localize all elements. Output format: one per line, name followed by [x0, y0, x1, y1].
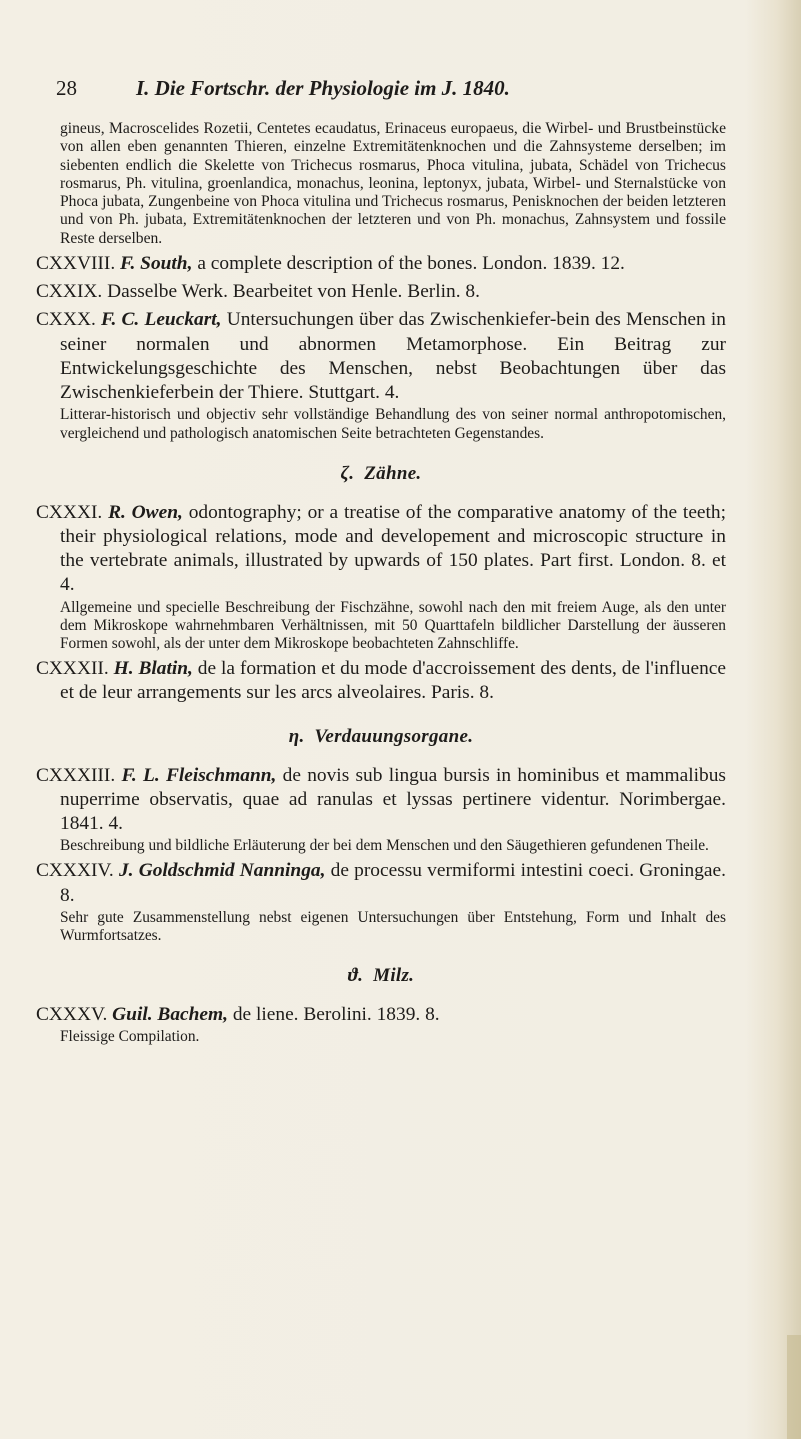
entry-author: R. Owen, — [108, 501, 183, 523]
entry-title: Dasselbe Werk. Bearbeitet von Henle. Berlin. 8. — [107, 281, 480, 303]
entry-author: F. C. Leuckart, — [101, 309, 222, 331]
entry-number: CXXX. — [36, 309, 96, 331]
entry-author: J. Goldschmid Nanninga, — [118, 860, 326, 882]
bibliography-entry — [36, 657, 726, 705]
entry-note: Fleissige Compilation. — [60, 1028, 200, 1046]
entry-note: Sehr gute Zusammenstellung nebst eigenen Untersuchungen über Entstehung, Form und Inhalt des Wurmfortsatzes. — [60, 908, 726, 944]
entries-group-1 — [36, 252, 726, 443]
section-title: Milz. — [373, 965, 415, 987]
section-symbol: ζ. — [340, 462, 355, 484]
bibliography-entry — [36, 252, 726, 276]
running-head: I. Die Fortschr. der Physiologie im J. 1840. — [136, 76, 510, 100]
entry-number: CXXXIV. — [36, 860, 114, 882]
continuation-paragraph: gineus, Macroscelides Rozetii, Centetes ecaudatus, Erinaceus europaeus, die Wirbel- und Brustbeinstücke von allen eben genannten Thieren, einzelne Extremitätenknochen und die Zahnsysteme derselben; im siebenten endlich die Skelette von Trichecus rosmarus, Phoca vitulina, jubata, Schädel von Trichecus rosmarus, Ph. vitulina, groenlandica, monachus, leonina, leptonyx, jubata, Wirbel- und Sternalstücke von Phoca jubata, Zungenbeine von Phoca vitulina und Trichecus rosmarus, Penisknochen der beiden letzteren und von Ph. jubata, Extremitätenknochen der letzteren und von Ph. monachus, Zahnsystem und fossile Reste derselben. — [60, 120, 726, 247]
page-number: 28 — [56, 76, 77, 100]
entry-title: a complete description of the bones. London. 1839. 12. — [197, 253, 625, 275]
entry-title: de liene. Berolini. 1839. 8. — [232, 1004, 440, 1026]
bibliography-entry — [36, 764, 726, 856]
entry-note: Litterar-historisch und objectiv sehr vollständige Behandlung des von seiner normal anthropotomischen, vergleichend und pathologisch anatomischen Seite betrachteten Gegenstandes. — [60, 406, 726, 442]
section-heading-spleen — [36, 965, 726, 987]
entry-title: de la formation et du mode d'accroissement des dents, de l'influence et de leur arrangements sur les arcs alveolaires. Paris. 8. — [60, 658, 726, 704]
section-title: Zähne. — [364, 462, 422, 484]
bibliography-entry — [36, 501, 726, 653]
entry-author: F. South, — [120, 253, 193, 275]
entry-title: de novis sub lingua bursis in hominibus et mammalibus nuperrime observatis, quae ad ranulas et lyssas pertinere videntur. Norimbergae. 1841. 4. — [60, 764, 726, 834]
section-heading-teeth — [36, 463, 726, 485]
entry-note: Allgemeine und specielle Beschreibung der Fischzähne, sowohl nach den mit freiem Auge, als den unter dem Mikroskope wahrnehmbaren Verhältnissen, mit 50 Quarttafeln bildlicher Darstellung der äusseren Formen sowohl, als der unter dem Mikroskope beobachteten Zahnschliffe. — [60, 598, 726, 652]
entry-title: odontography; or a treatise of the comparative anatomy of the teeth; their physiological relations, mode and developement and microscopic structure in the vertebrate animals, illustrated by upwards of 150 plates. Part first. London. 8. et 4. — [60, 501, 727, 596]
entry-author: F. L. Fleischmann, — [121, 764, 277, 786]
entry-author: H. Blatin, — [113, 658, 193, 680]
section-symbol: η. — [288, 725, 305, 747]
section-heading-digestive — [36, 726, 726, 748]
bibliography-entry — [36, 280, 726, 304]
page-content — [36, 120, 726, 1047]
entry-number: CXXXI. — [36, 501, 103, 523]
entry-author: Guil. Bachem, — [112, 1004, 228, 1026]
bibliography-entry — [36, 1003, 726, 1046]
page-header — [28, 74, 688, 108]
page-edge-shadow — [787, 1335, 801, 1439]
entry-number: CXXVIII. — [36, 253, 116, 275]
bibliography-entry — [36, 859, 726, 945]
section-symbol: ϑ. — [347, 965, 364, 987]
entry-number: CXXIX. — [36, 281, 103, 303]
entries-group-2 — [36, 501, 726, 706]
entry-number: CXXXV. — [36, 1004, 108, 1026]
entry-number: CXXXII. — [36, 658, 109, 680]
entries-group-3 — [36, 764, 726, 946]
entry-note: Beschreibung und bildliche Erläuterung der bei dem Menschen und den Säugethieren gefundenen Theile. — [60, 837, 709, 855]
section-title: Verdauungsorgane. — [314, 725, 474, 747]
bibliography-entry — [36, 308, 726, 442]
entries-group-4 — [36, 1003, 726, 1046]
entry-number: CXXXIII. — [36, 764, 116, 786]
entry-title: de processu vermiformi intestini coeci. Groningae. 8. — [60, 860, 726, 906]
entry-title: Untersuchungen über das Zwischenkiefer-bein des Menschen in seiner normalen und abnormen Metamorphose. Ein Beitrag zur Entwickelungsgeschichte des Menschen, nebst Beobachtungen über das Zwischenkieferbein der Thiere. Stuttgart. 4. — [60, 309, 726, 404]
